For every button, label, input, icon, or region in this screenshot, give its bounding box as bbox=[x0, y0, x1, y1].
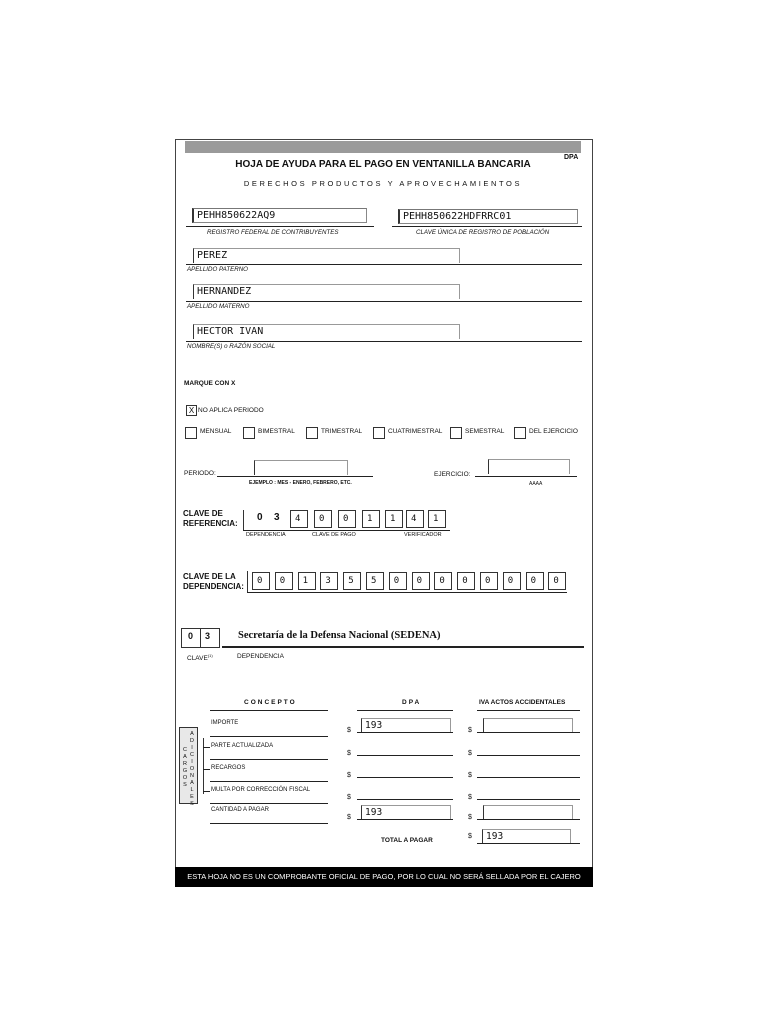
concept-underline bbox=[210, 736, 328, 737]
dependencia-digit[interactable]: 0 bbox=[480, 572, 498, 590]
concept-label: IMPORTE bbox=[211, 720, 239, 726]
clave-footnote-mark: (1) bbox=[207, 653, 213, 658]
apellido-materno-field[interactable]: HERNANDEZ bbox=[193, 284, 460, 299]
trimestral-checkbox[interactable] bbox=[306, 427, 318, 439]
concept-underline bbox=[210, 803, 328, 804]
bracket-tick bbox=[203, 791, 210, 792]
curp-field[interactable]: PEHH850622HDFRRC01 bbox=[398, 209, 578, 224]
adicionales-letter: E bbox=[190, 794, 194, 800]
dependencia-digit[interactable]: 0 bbox=[457, 572, 475, 590]
nombre-field[interactable]: HECTOR IVAN bbox=[193, 324, 460, 339]
adicionales-letter: D bbox=[190, 738, 194, 744]
dpa-underline bbox=[357, 799, 453, 800]
rfc-label: REGISTRO FEDERAL DE CONTRIBUYENTES bbox=[207, 229, 339, 236]
concept-label: RECARGOS bbox=[211, 765, 246, 771]
nombre-underline bbox=[186, 341, 582, 342]
periodo-underline bbox=[217, 476, 373, 477]
dependencia-digit[interactable]: 0 bbox=[526, 572, 544, 590]
bimestral-checkbox[interactable] bbox=[243, 427, 255, 439]
mensual-checkbox[interactable] bbox=[185, 427, 197, 439]
bracket-tick bbox=[203, 769, 210, 770]
referencia-pago-digit[interactable]: 0 bbox=[314, 510, 332, 528]
cargos-letter: S bbox=[183, 782, 187, 788]
sub-verificador: VERIFICADOR bbox=[404, 532, 442, 538]
total-label: TOTAL A PAGAR bbox=[381, 837, 433, 844]
dpa-currency: $ bbox=[347, 727, 351, 734]
referencia-verificador-digit[interactable]: 1 bbox=[428, 510, 446, 528]
adicionales-label bbox=[189, 731, 195, 808]
clave-dependencia-label-1: CLAVE DE LA bbox=[183, 572, 236, 581]
concept-label: MULTA POR CORRECCIÓN FISCAL bbox=[211, 787, 311, 793]
concept-label: CANTIDAD A PAGAR bbox=[211, 807, 269, 813]
dependencia-underline bbox=[247, 592, 567, 593]
sub-clave-pago: CLAVE DE PAGO bbox=[312, 532, 356, 538]
iva-field[interactable] bbox=[483, 718, 573, 732]
concept-label: PARTE ACTUALIZADA bbox=[211, 743, 274, 749]
cargos-letter: G bbox=[182, 768, 188, 774]
dependencia-digit[interactable]: 0 bbox=[412, 572, 430, 590]
adicionales-letter: L bbox=[190, 787, 194, 793]
iva-currency: $ bbox=[468, 794, 472, 801]
bimestral-label: BIMESTRAL bbox=[258, 428, 295, 435]
ejercicio-hint: AAAA bbox=[529, 481, 543, 487]
referencia-pago-digit[interactable]: 0 bbox=[338, 510, 356, 528]
dependencia-clave-digit-2: 3 bbox=[205, 631, 211, 641]
dependencia-digit[interactable]: 5 bbox=[366, 572, 384, 590]
rfc-field[interactable]: PEHH850622AQ9 bbox=[192, 208, 367, 223]
dependencia-digit[interactable]: 5 bbox=[343, 572, 361, 590]
iva-header-line bbox=[477, 710, 580, 711]
referencia-verificador-digit[interactable]: 4 bbox=[406, 510, 424, 528]
dependencia-digit[interactable]: 3 bbox=[320, 572, 338, 590]
iva-underline bbox=[477, 732, 580, 733]
col-concepto: CONCEPTO bbox=[244, 699, 297, 706]
cargos-letter: A bbox=[183, 754, 187, 760]
apellido-materno-label: APELLIDO MATERNO bbox=[187, 303, 250, 310]
clave-label: CLAVE$^{(1)}$ bbox=[187, 653, 213, 663]
concepto-header-line bbox=[210, 710, 328, 711]
adicionales-letter: N bbox=[190, 773, 194, 779]
form-subtitle: DERECHOS PRODUCTOS Y APROVECHAMIENTOS bbox=[243, 179, 523, 188]
dependencia-digit[interactable]: 0 bbox=[389, 572, 407, 590]
dpa-field[interactable]: 193 bbox=[361, 805, 451, 819]
ejercicio-underline bbox=[475, 476, 577, 477]
referencia-pago-digit[interactable]: 1 bbox=[362, 510, 380, 528]
dependencia-underline-bold bbox=[222, 646, 584, 648]
referencia-pago-digit[interactable]: 1 bbox=[385, 510, 403, 528]
del-ejercicio-label: DEL EJERCICIO bbox=[529, 428, 578, 435]
iva-underline bbox=[477, 799, 580, 800]
form-title: HOJA DE AYUDA PARA EL PAGO EN VENTANILLA BANCARIA bbox=[235, 159, 531, 170]
header-bar bbox=[185, 141, 581, 153]
concept-underline bbox=[210, 759, 328, 760]
nombre-label: NOMBRE(S) o RAZÓN SOCIAL bbox=[187, 343, 276, 350]
ejercicio-label: EJERCICIO: bbox=[434, 471, 471, 478]
dpa-header-line bbox=[357, 710, 453, 711]
iva-underline bbox=[477, 819, 580, 820]
col-dpa: DPA bbox=[402, 699, 422, 706]
adicionales-letter: A bbox=[190, 731, 194, 737]
adicionales-letter: I bbox=[191, 745, 193, 751]
periodo-label: PERIODO: bbox=[184, 470, 216, 477]
total-field[interactable]: 193 bbox=[482, 829, 571, 843]
col-iva: IVA ACTOS ACCIDENTALES bbox=[479, 699, 566, 706]
apellido-materno-underline bbox=[186, 301, 582, 302]
iva-underline bbox=[477, 777, 580, 778]
iva-currency: $ bbox=[468, 772, 472, 779]
clave-referencia-label-2: REFERENCIA: bbox=[183, 519, 238, 528]
dependencia-digit[interactable]: 0 bbox=[503, 572, 521, 590]
curp-label: CLAVE ÚNICA DE REGISTRO DE POBLACIÓN bbox=[416, 229, 550, 236]
iva-currency: $ bbox=[468, 750, 472, 757]
dpa-underline bbox=[357, 777, 453, 778]
curp-underline bbox=[392, 226, 582, 227]
dpa-currency: $ bbox=[347, 814, 351, 821]
adicionales-letter: C bbox=[190, 752, 194, 758]
clave-dependencia-label-2: DEPENDENCIA: bbox=[183, 582, 244, 591]
cuatrimestral-checkbox[interactable] bbox=[373, 427, 385, 439]
periodo-hint: EJEMPLO : MES - ENERO, FEBRERO, ETC. bbox=[249, 480, 352, 486]
dpa-underline bbox=[357, 732, 453, 733]
dpa-underline bbox=[357, 819, 453, 820]
total-currency: $ bbox=[468, 833, 472, 840]
bracket-tick bbox=[203, 747, 210, 748]
marque-label: MARQUE CON X bbox=[184, 380, 236, 387]
referencia-underline bbox=[243, 530, 450, 531]
cargos-label bbox=[182, 747, 188, 789]
concept-underline bbox=[210, 823, 328, 824]
dependencia-name: Secretaría de la Defensa Nacional (SEDENA) bbox=[238, 630, 441, 641]
adicionales-letter: S bbox=[190, 801, 194, 807]
referencia-pago-digit[interactable]: 4 bbox=[290, 510, 308, 528]
dpa-field[interactable]: 193 bbox=[361, 718, 451, 732]
no-aplica-checkbox[interactable]: X bbox=[186, 405, 197, 416]
dependencia-digit[interactable]: 0 bbox=[252, 572, 270, 590]
del-ejercicio-checkbox[interactable] bbox=[514, 427, 526, 439]
periodo-field[interactable] bbox=[254, 460, 348, 475]
clave-referencia-label-1: CLAVE DE bbox=[183, 509, 223, 518]
iva-currency: $ bbox=[468, 814, 472, 821]
apellido-paterno-label: APELLIDO PATERNO bbox=[187, 266, 248, 273]
dpa-currency: $ bbox=[347, 772, 351, 779]
dependencia-clave-divider bbox=[200, 628, 201, 648]
referencia-left-bar bbox=[243, 510, 244, 531]
adicionales-letter: I bbox=[191, 759, 193, 765]
form-code: DPA bbox=[564, 154, 579, 161]
cargos-letter: R bbox=[183, 761, 187, 767]
concept-underline bbox=[210, 781, 328, 782]
adicionales-letter: A bbox=[190, 780, 194, 786]
trimestral-label: TRIMESTRAL bbox=[321, 428, 363, 435]
cuatrimestral-label: CUATRIMESTRAL bbox=[388, 428, 443, 435]
dependencia-clave-digit-1: 0 bbox=[188, 631, 194, 641]
referencia-dependencia-digit: 3 bbox=[274, 512, 280, 523]
no-aplica-label: NO APLICA PERIODO bbox=[198, 407, 264, 414]
total-underline bbox=[477, 843, 580, 844]
cargos-letter: O bbox=[182, 775, 188, 781]
iva-underline bbox=[477, 755, 580, 756]
apellido-paterno-field[interactable]: PEREZ bbox=[193, 248, 460, 263]
mensual-label: MENSUAL bbox=[200, 428, 232, 435]
sub-dependencia: DEPENDENCIA bbox=[246, 532, 286, 538]
rfc-underline bbox=[186, 226, 374, 227]
cargos-letter: C bbox=[183, 747, 187, 753]
dependencia-digit[interactable]: 0 bbox=[548, 572, 566, 590]
iva-currency: $ bbox=[468, 727, 472, 734]
dependencia-label: DEPENDENCIA bbox=[237, 653, 284, 660]
ejercicio-field[interactable] bbox=[488, 459, 570, 474]
referencia-dependencia-digit: 0 bbox=[257, 512, 263, 523]
dependencia-left-bar bbox=[247, 571, 248, 593]
adicionales-letter: O bbox=[189, 766, 195, 772]
semestral-checkbox[interactable] bbox=[450, 427, 462, 439]
iva-field[interactable] bbox=[483, 805, 573, 819]
semestral-label: SEMESTRAL bbox=[465, 428, 505, 435]
dpa-currency: $ bbox=[347, 750, 351, 757]
footer-notice: ESTA HOJA NO ES UN COMPROBANTE OFICIAL DE PAGO, POR LO CUAL NO SERÁ SELLADA POR EL CAJERO bbox=[175, 867, 593, 887]
dependencia-digit[interactable]: 0 bbox=[275, 572, 293, 590]
dpa-currency: $ bbox=[347, 794, 351, 801]
dependencia-digit[interactable]: 1 bbox=[298, 572, 316, 590]
dpa-underline bbox=[357, 755, 453, 756]
dependencia-digit[interactable]: 0 bbox=[434, 572, 452, 590]
apellido-paterno-underline bbox=[186, 264, 582, 265]
